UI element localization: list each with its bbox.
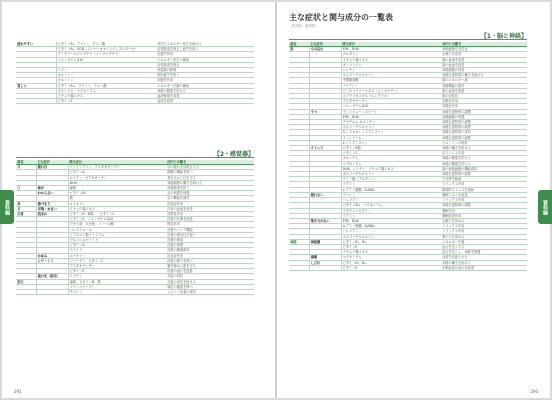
cell-cat: 肌あれ <box>36 212 68 217</box>
cell-eff: 青色光から目を守る <box>166 175 254 180</box>
header-effect: 体内での働き <box>166 160 254 165</box>
cell-ing: ビタミンE <box>56 99 156 104</box>
cell-cat <box>36 290 68 295</box>
cell-sym: 神経 <box>289 239 309 244</box>
cell-ing: ビタミンB群 <box>341 146 441 151</box>
cell-ing: コラーゲン、ビタミンC <box>68 258 166 263</box>
cell-sym: 耳 <box>16 206 36 211</box>
cell-ing: ラクチュコピクリン <box>341 208 441 213</box>
cell-eff: 集中力を高める <box>441 234 527 239</box>
side-tab[interactable]: 資料編 <box>0 190 14 224</box>
cell-eff: 睡眠作用 <box>441 208 527 213</box>
cell-eff: 皮膚の保護 <box>166 243 254 248</box>
header-organ: 器官 <box>289 42 309 47</box>
cell-eff: 神経伝達物質の調整 <box>441 135 527 140</box>
cell-cat: 貧しい <box>16 83 56 88</box>
cell-eff: 抗酸化作用 <box>441 104 527 109</box>
cell-ing: リジン <box>56 68 156 73</box>
cell-ing: テアニン <box>341 182 441 187</box>
cell-ing: イチョウ葉エキス <box>56 94 156 99</box>
cell-ing: ルテオリン <box>68 253 166 258</box>
cell-eff: 脳の活性化 <box>441 94 527 99</box>
cell-ing: セントジョーンズワート <box>341 109 441 114</box>
cell-ing: L-トリプトファン <box>341 140 441 145</box>
cell-ing: ルテイン、ゼアキサンチン <box>68 175 166 180</box>
cell-eff: 末梢血管の血行を改善 <box>441 265 527 270</box>
cell-cat: 耳鳴・めまい <box>36 206 68 211</box>
section-header-sensory <box>16 150 254 158</box>
cell-ing: ケラチン <box>68 274 166 279</box>
cell-eff: 神経の働きを助ける <box>441 260 527 265</box>
cell-ing: ビタミンE <box>341 244 441 249</box>
cell-eff: 抗炎症作用 <box>166 201 254 206</box>
cell-ing: ホスファチジルセリン <box>341 234 441 239</box>
cell-ing: ビタミンB（B群）、ビタミンC <box>68 212 166 217</box>
table-row <box>16 290 254 295</box>
cell-ing: テアニン <box>341 213 441 218</box>
page-title: 主な症状と関与成分の一覧表 <box>289 13 393 22</box>
cell-eff: エネルギー代謝 <box>441 239 527 244</box>
cell-eff: 神経の興奮を抑える <box>441 161 527 166</box>
cell-eff: 活性酸素を除去し疲労を防ぐ <box>156 47 254 52</box>
left-page <box>2 2 275 398</box>
cell-eff: 血管を収縮させる <box>441 255 527 260</box>
cell-eff: 神経伝達物質の調整 <box>441 125 527 130</box>
cell-ing: セラミド <box>68 248 166 253</box>
cell-eff: 目の疲れを回復させる <box>166 165 254 170</box>
cell-eff: 味覚障害を防ぐ <box>166 186 254 191</box>
cell-eff: 記憶力を改善 <box>441 52 527 57</box>
cell-eff: 抗疲労作用 <box>156 52 254 57</box>
cell-ing: チロシン <box>68 290 166 295</box>
cell-ing: グルコシルセラミド <box>68 238 166 243</box>
cell-ing: DHA <box>68 180 166 185</box>
cell-cat: 神経痛 <box>309 239 341 244</box>
cell-eff: 神経伝達物質の材料 <box>441 130 527 135</box>
cell-ing: イチョウ葉エキス <box>341 250 441 255</box>
cell-eff: 血流を改善 <box>156 99 254 104</box>
cell-eff: 神経伝達物質の調整 <box>441 120 527 125</box>
symptom-table-sensory <box>16 160 254 295</box>
cell-eff: セロトニンの材料 <box>441 140 527 145</box>
cell-eff: 神経伝達物質の調整 <box>441 172 527 177</box>
cell-ing: アミノ酸（アルギニン） <box>341 177 441 182</box>
cell-ing: マグネシウム <box>341 161 441 166</box>
cell-sym: 鼻 <box>16 201 36 206</box>
cell-eff: 血液循環を改善 <box>156 94 254 99</box>
cell-eff: 神経伝達物質の調整 <box>441 109 527 114</box>
cell-eff: 筋肉疲労を防ぐ <box>156 73 254 78</box>
cell-ing: アスタキサンチン <box>68 264 166 269</box>
cell-ing: ホスファチジルセリン <box>341 172 441 177</box>
cell-eff: 神経の興奮を抑える <box>156 88 254 93</box>
cell-ing: ビタミンB₁、B₁₂ <box>341 239 441 244</box>
cell-ing: カルシウム <box>341 156 441 161</box>
cell-eff: 脳の神経細胞の機能維持 <box>441 166 527 171</box>
section-label: 【1・脳と神経】 <box>480 33 527 40</box>
cell-eff: 皮膚の弾力を保つ <box>166 258 254 263</box>
cell-sym: 皮膚 <box>16 212 36 217</box>
cell-eff: 神経細胞の働きを助ける <box>166 180 254 185</box>
cell-sym: 目 <box>16 165 36 170</box>
cell-ing: グルタミン <box>341 52 441 57</box>
cell-eff: 抗酸化作用 <box>441 99 527 104</box>
cell-eff: エネルギー産生の補助 <box>156 57 254 62</box>
page-number: 290 <box>530 389 538 394</box>
cell-ing: α-アミノ酪酸（GABA） <box>341 224 441 229</box>
cell-ing: アサイ油、大豆油、リノール酸 <box>68 222 166 227</box>
cell-eff: 舌の粘膜を保護 <box>166 191 254 196</box>
cell-eff: 神経の働きを助ける <box>441 146 527 151</box>
cell-eff: 神経細胞の材料 <box>441 68 527 73</box>
cell-ing: EPA、DHA <box>341 114 441 119</box>
cell-eff: 抗酸化作用 <box>156 78 254 83</box>
cell-ing: ビタミンC <box>341 151 441 156</box>
cell-ing: 5-ヒドロキシトリプトファン <box>341 130 441 135</box>
cell-cat: ストレス <box>309 146 341 151</box>
cell-ing: グリシン <box>341 192 441 197</box>
cell-ing: コエンザイムQ10 <box>341 104 441 109</box>
cell-ing: カルシウム・マグネシウム <box>56 88 156 93</box>
cell-cat: うつ <box>309 109 341 114</box>
cell-eff: 活性酸素を除去 <box>156 62 254 67</box>
right-page <box>277 2 550 398</box>
cell-ing: ビタミンA <box>68 243 166 248</box>
cell-ing: マリンコラーゲン <box>68 284 166 289</box>
cell-eff: リラックス作用 <box>441 198 527 203</box>
cell-eff: 皮膚の代謝を促進 <box>166 217 254 222</box>
cell-ing: ビタミンE <box>68 269 166 274</box>
cell-ing: ホスファチジルセリン <box>341 73 441 78</box>
cell-ing: ルテオリン <box>68 201 166 206</box>
cell-ing: コエンザイムQ10 <box>56 57 156 62</box>
cell-eff: 睡眠リズムを改善 <box>441 192 527 197</box>
section-label: 【2・感覚器】 <box>213 151 254 158</box>
cell-eff: リラックス作用 <box>441 229 527 234</box>
cell-ing: ビタミンB₁₂、マグネシウム <box>341 203 441 208</box>
cell-cat: 疲れ目 <box>36 165 68 170</box>
cell-eff: 脳のエネルギー源 <box>441 78 527 83</box>
cell-eff: 血行を良くし、神経を保護 <box>441 250 527 255</box>
cell-eff: 神経細胞の保護 <box>441 114 527 119</box>
cell-eff: 脳の血流を改善 <box>441 57 527 62</box>
cell-eff: 神経伝達物質の調整 <box>441 203 527 208</box>
cell-ing: ビタミンB₁、アリシン、クエン酸 <box>56 42 156 47</box>
cell-eff: 抗酸化作用 <box>166 212 254 217</box>
page-number: 291 <box>14 389 22 394</box>
symptom-table-top <box>16 42 254 104</box>
cell-eff: 精神的ストレスを緩和 <box>441 187 527 192</box>
cell-cat: もの忘れ <box>309 47 341 52</box>
cell-eff: 抗ストレス作用 <box>441 151 527 156</box>
cell-cat: 鼻づまり <box>36 201 68 206</box>
cell-ing: ホスファチジルセリン <box>341 125 441 130</box>
cell-eff: 紫外線から肌を守る <box>166 264 254 269</box>
header-symptom: 主な症状 <box>36 160 68 165</box>
cell-eff: 皮膚の健康維持 <box>166 248 254 253</box>
cell-ing: ビタミンE <box>341 265 441 270</box>
cell-eff: 内耳の血流を改善 <box>166 206 254 211</box>
cell-ing: ビタミンB₂ <box>68 191 166 196</box>
cell-eff: リラックス作用 <box>441 224 527 229</box>
cell-ing: 中鎖脂肪酸 <box>341 78 441 83</box>
cell-ing: ビタミンB₁₂、アリシン、クエン酸 <box>56 83 156 88</box>
cell-eff: 皮膚の保湿 <box>166 238 254 243</box>
cell-eff: 毛髪の成長を助ける <box>166 279 254 284</box>
cell-eff: 不安感を軽減 <box>441 177 527 182</box>
table-row <box>16 99 254 104</box>
cell-cat <box>16 99 56 104</box>
cell-cat <box>309 265 341 270</box>
cell-eff: 網膜の機能を保つ <box>166 170 254 175</box>
cell-cat: 眠れない <box>309 192 341 197</box>
cell-cat: 頭痛 <box>309 255 341 260</box>
cell-eff: 神経伝達物質の働きを助ける <box>441 73 527 78</box>
cell-eff: 脳の血流を改善 <box>441 62 527 67</box>
cell-sym: 脳 <box>289 47 309 52</box>
cell-eff: 記憶力を高める <box>441 218 527 223</box>
header-ingredient: 関与成分 <box>68 160 166 165</box>
cell-ing: カルノシン <box>56 78 156 83</box>
cell-ing: マグネシウム <box>341 255 441 260</box>
cell-ing: ギンコライド <box>341 62 441 67</box>
cell-cat: しびれ <box>309 260 341 265</box>
cell-ing: アセチル-L-カルニチン <box>341 120 441 125</box>
header-effect: 体内での働き <box>441 42 527 47</box>
cell-ing: バレリアン <box>341 198 441 203</box>
cell-eff: 皮膚のバリア機能 <box>166 227 254 232</box>
cell-ing: ビタミンA <box>68 170 166 175</box>
cell-sym: 髪毛 <box>16 279 36 284</box>
cell-ing: アントシアニン、アスタキサンチン <box>68 165 166 170</box>
cell-ing: ナイアシン <box>341 83 441 88</box>
cell-ing: 亜鉛、ビタミンB、鉄 <box>68 279 166 284</box>
cell-eff: 舌の機能を維持 <box>166 196 254 201</box>
cell-eff: 神経機能の維持 <box>441 83 527 88</box>
cell-ing: イチョウ葉エキス <box>341 57 441 62</box>
section-header-brain <box>289 32 527 40</box>
header-organ: 器官 <box>16 160 36 165</box>
page-subtitle: （作用別・症状別） <box>289 24 318 28</box>
cell-sym: 口 <box>16 186 36 191</box>
cell-ing: 亜鉛 <box>68 186 166 191</box>
cell-ing: レシチン <box>341 68 441 73</box>
symptom-table-brain <box>289 42 527 271</box>
cell-cat: 味が <box>36 186 68 191</box>
cell-ing: EPA、DHA <box>341 218 441 223</box>
cell-eff: 抗炎症作用 <box>166 253 254 258</box>
cell-eff: 体内でエネルギー産生を助ける <box>156 42 254 47</box>
cell-eff: 神経細胞を活性化 <box>441 47 527 52</box>
cell-ing: バレリアン <box>341 229 441 234</box>
cell-ing: アスタキサンチン <box>341 99 441 104</box>
cell-eff: 皮膚の保水性を保つ <box>166 232 254 237</box>
header-symptom: 主な症状 <box>309 42 341 47</box>
cell-ing: カルノシン <box>56 73 156 78</box>
cell-ing: コレステロール <box>68 227 166 232</box>
cell-ing: イチョウ葉エキス <box>68 206 166 211</box>
cell-ing: EPA、DHA <box>341 47 441 52</box>
cell-eff: エネルギー代謝の補助 <box>156 83 254 88</box>
cell-ing: 鉄 <box>68 196 166 201</box>
cell-ing: ビタミンB₁、B₁₂ <box>341 260 441 265</box>
cell-eff: 皮膚の血行を促進 <box>166 269 254 274</box>
cell-cat: 抜け毛（脱毛） <box>36 274 68 279</box>
cell-ing: イミダゾールジペプチド（イミダペプチド） <box>56 52 156 57</box>
cell-ing: ビンカマイナーエキス（ビンポセチン） <box>341 88 441 93</box>
cell-cat: かゆみ <box>36 253 68 258</box>
table-row <box>289 265 527 270</box>
cell-ing: エゾウコギエキス（エレウテロ） <box>341 94 441 99</box>
cell-ing: ヒアルロン酸ナトリウム <box>68 232 166 237</box>
cell-cat: わからない <box>36 191 68 196</box>
cell-eff: 脳の血流を改善 <box>441 88 527 93</box>
cell-eff: 神経の興奮を抑える <box>441 156 527 161</box>
header-ingredient: 関与成分 <box>341 42 441 47</box>
cell-eff: 睡眠改善作用 <box>441 213 527 218</box>
cell-eff: リラックス作用 <box>441 182 527 187</box>
cell-ing: DHA、レシチン、イチョウ葉エキス <box>341 166 441 171</box>
side-tab[interactable]: 資料編 <box>538 190 552 224</box>
cell-eff: 頭皮の健康を保つ <box>166 284 254 289</box>
cell-eff: 保湿作用 <box>166 222 254 227</box>
cell-sym <box>289 265 309 270</box>
cell-ing: ビタミンE、コエンザイムQ10 <box>68 217 166 222</box>
cell-ing: γ-アミノ酪酸（GABA） <box>341 187 441 192</box>
cell-eff: 体組織の修復 <box>156 68 254 73</box>
cell-ing: ビタミンB₂、SOD（スーパーオキシドディスムターゼ） <box>56 47 156 52</box>
cell-eff: 毛髪の材料 <box>166 274 254 279</box>
cell-cat: 集中力がない <box>309 218 341 223</box>
cell-sym <box>16 290 36 295</box>
cell-cat: シワ・シミ <box>36 258 68 263</box>
cell-eff: メラニン色素の材料 <box>166 290 254 295</box>
cell-ing: イノシトール <box>341 135 441 140</box>
cell-cat: 疲れやすい <box>16 42 56 47</box>
cell-eff: 血行を良くする <box>441 244 527 249</box>
